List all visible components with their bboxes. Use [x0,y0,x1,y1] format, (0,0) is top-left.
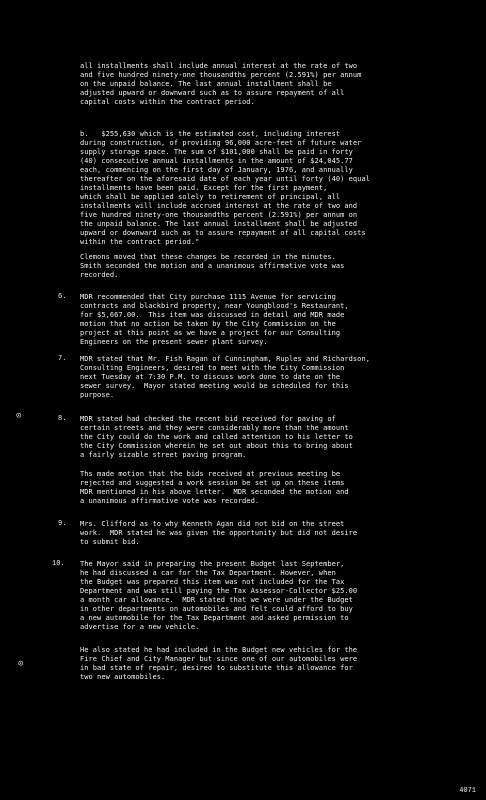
item-10-followup: He also stated he had included in the Budget new vehicles for the Fire Chief and City Manager but since one of our automobiles were in bad state of repair, desired to substitute this allowance for two new automobiles. [80,646,358,681]
item-6-text: MDR recommended that City purchase 1115 Avenue for servicing contracts and blackbird property, near Youngblood's Restaurant, for $5,667.00. This item was discussed in detail and MDR made motion that no action be taken by the City Commission on the project at this point as we have a project for our Consulting Engineers on the present sewer plant survey. [80,293,349,346]
paragraph-motion-clemons: Clemons moved that these changes be recorded in the minutes. Smith seconded the motion and a unanimous affirmative vote was recorded. [80,253,345,279]
item-10-text: The Mayor said in preparing the present Budget last September, he had discussed a car for the Tax Department. However, when the Budget was prepared this item was not included for the Tax Department and was still paying the Tax Assessor-Collector $25.00 a month car allowance. MDR stated that we were under the Budget in other departments on automobiles and felt could afford to buy a new automobile for the Tax Department and asked permission to advertise for a new vehicle. [80,560,358,631]
item-7-number: 7. [58,355,67,363]
item-8-text: MDR stated had checked the recent bid received for paving of certain streets and they were considerably more than the amount the City could do the work and called attention to his letter to the City Commission wherein he set out about this to bring about a fairly sizable street paving program. [80,415,353,459]
page-number: 4071 [459,787,476,795]
paragraph-b-storage-cost: b. $255,630 which is the estimated cost, including interest during construction, of providing 96,000 acre-feet of future water supply storage space. The sum of $101,000 shall be paid in forty (40) consecutive annual installments in the amount of $24,045.77 each, commencing on the first day of January, 1976, and annually thereafter on the aforesaid date of each year until forty (40) equal installments have been paid. Except for the first payment, which shall be applied solely to retirement of principal, all installments will include accrued interest at the rate of two and five hundred ninety-one thousandths percent (2.591%) per annum on the unpaid balance. The last annual installment shall be adjusted upward or downward such as to assure repayment of all capital costs within the contract period." [80,130,370,246]
margin-punch-mark: ⊙ [16,411,22,421]
margin-punch-mark: ⊙ [18,659,24,669]
item-9-number: 9. [58,520,67,528]
item-6-number: 6. [58,293,67,301]
item-7-text: MDR stated that Mr. Fish Ragan of Cunningham, Ruples and Richardson, Consulting Engineers, desired to meet with the City Commission next Tuesday at 7:30 P.M. to discuss work done to date on the sewer survey. Mayor stated meeting would be scheduled for this purpose. [80,355,370,399]
item-8-number: 8. [58,415,67,423]
item-10-number: 10. [52,560,65,568]
item-9-text: Mrs. Clifford as to why Kenneth Agan did not bid on the street work. MDR stated he was given the opportunity but did not desire to submit bid. [80,520,358,546]
item-8-followup: Ths made motion that the bids received at previous meeting be rejected and suggested a work session be set up on these items MDR mentioned in his above letter. MDR seconded the motion and a unanimous affirmative vote was recorded. [80,470,349,505]
paragraph-installments: all installments shall include annual interest at the rate of two and five hundred ninety-one thousandths percent (2.591%) per annum on the unpaid balance. The last annual installment shall be adjusted upward or downward such as to assure repayment of all capital costs within the contract period. [80,62,362,106]
